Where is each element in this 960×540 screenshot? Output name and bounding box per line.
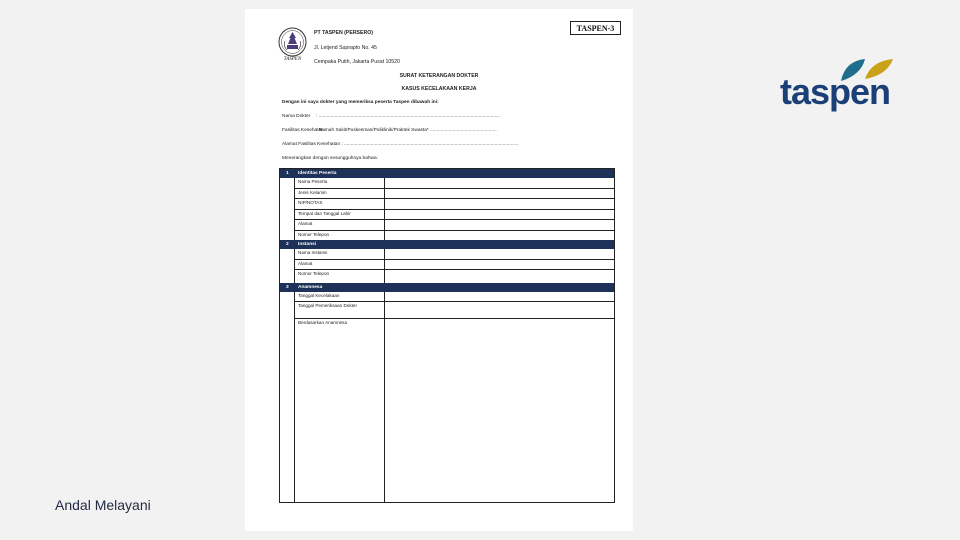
svg-text:TASPEN: TASPEN xyxy=(283,57,302,62)
section-number: 1 xyxy=(286,171,289,176)
table-row xyxy=(295,260,614,270)
row-label: Nama Instansi xyxy=(298,250,328,255)
table-row xyxy=(295,189,614,199)
table-row xyxy=(295,302,614,319)
company-address-line1: Jl. Letjend Suprapto No. 45 xyxy=(314,45,377,51)
document-subtitle: KASUS KECELAKAAN KERJA xyxy=(401,86,477,92)
company-address-line2: Cempaka Putih, Jakarta Pusat 10520 xyxy=(314,59,400,65)
row-label: Tempat dan Tanggal Lahir xyxy=(298,211,351,216)
table-row xyxy=(295,319,614,502)
company-name: PT TASPEN (PERSERO) xyxy=(314,30,373,36)
footer-tagline: Andal Melayani xyxy=(55,497,151,513)
field-nama-dokter xyxy=(282,114,500,119)
row-label: Nomor Telepon xyxy=(298,232,330,237)
document-title: SURAT KETERANGAN DOKTER xyxy=(399,73,479,79)
field-value: : ................................................................................................................................... xyxy=(341,142,519,147)
row-label: Tanggal Pemeriksaan Dokter xyxy=(298,303,357,308)
field-label: Nama Dokter xyxy=(282,114,311,119)
form-table xyxy=(279,168,615,503)
field-value: : Rumah Sakit/Puskesmas/Poliklinik/Praktek Swasta* .................................................. xyxy=(316,128,497,133)
form-code-box: TASPEN-3 xyxy=(570,21,621,35)
row-label: Nomor Telepon xyxy=(298,271,330,276)
taspen-seal-icon xyxy=(277,26,308,62)
row-label: Alamat xyxy=(298,221,313,226)
explanation-text: Menerangkan dengan sesungguhnya bahwa: xyxy=(282,156,379,161)
table-row xyxy=(295,220,614,231)
section-number: 3 xyxy=(286,285,289,290)
section-header-identitas xyxy=(280,169,614,178)
table-row xyxy=(295,199,614,210)
section-header-anamnesa xyxy=(280,283,614,292)
section-title: Identitas Peserta xyxy=(298,171,337,176)
field-value: : ........................................................................................................................................ xyxy=(316,114,500,119)
field-fasilitas-kesehatan xyxy=(282,128,497,133)
section-number: 2 xyxy=(286,242,289,247)
section-title: Instansi xyxy=(298,242,317,247)
row-label: NIP/NOTAS xyxy=(298,200,323,205)
table-row xyxy=(295,178,614,189)
row-label: Berdasarkan Anamnesa xyxy=(298,320,348,325)
row-label: Alamat xyxy=(298,261,313,266)
section-header-instansi xyxy=(280,240,614,249)
taspen-logo-text: taspen xyxy=(780,71,891,112)
field-label: Alamat Fasilitas Kesehatan xyxy=(282,142,341,147)
row-label: Tanggal Kecelakaan xyxy=(298,293,340,298)
row-label: Jenis Kelamin xyxy=(298,190,327,195)
table-row xyxy=(295,270,614,280)
field-label: Fasilitas Kesehatan xyxy=(282,128,324,133)
row-label: Nama Peserta xyxy=(298,179,328,184)
section-title: Anamnesa xyxy=(298,285,323,290)
table-row xyxy=(295,210,614,220)
table-row xyxy=(295,249,614,260)
table-row xyxy=(295,292,614,302)
field-alamat-fasilitas xyxy=(282,142,519,147)
intro-text: Dengan ini saya dokter yang memeriksa peserta Taspen dibawah ini: xyxy=(282,100,439,105)
